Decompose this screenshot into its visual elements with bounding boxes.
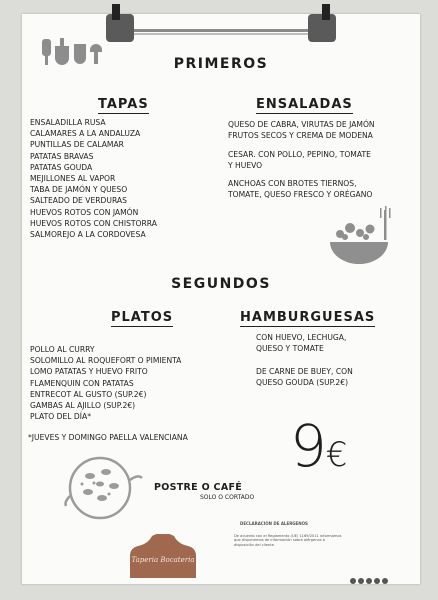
menu-sheet	[22, 14, 420, 584]
paella-pan-icon	[62, 450, 144, 528]
list-item: PUNTILLAS DE CALAMAR	[30, 140, 124, 150]
platos-heading	[111, 306, 173, 325]
list-item: SALTEADO DE VERDURAS	[30, 196, 127, 206]
platos-list	[30, 344, 181, 422]
list-item: GAMBAS AL AJILLO (SUP.2€)	[30, 401, 136, 411]
list-item: SOLOMILLO AL ROQUEFORT O PIMIENTA	[30, 356, 182, 366]
list-item: LOMO PATATAS Y HUEVO FRITO	[30, 367, 148, 377]
ensaladas-title: ENSALADAS	[256, 97, 353, 112]
hamburguesas-list	[256, 332, 353, 388]
ensaladas-heading	[256, 93, 353, 112]
list-item: FLAMENQUIN CON PATATAS	[30, 378, 134, 388]
platos-title: PLATOS	[111, 310, 174, 325]
primeros-title: PRIMEROS	[173, 56, 269, 72]
ensaladas-list	[228, 119, 375, 201]
list-item: QUESO DE CABRA, VIRUTAS DE JAMÓN	[228, 120, 375, 129]
list-item: Y HUEVO	[228, 160, 263, 170]
hamburguesas-heading	[240, 306, 375, 325]
list-item: HUEVOS ROTOS CON CHISTORRA	[30, 218, 157, 228]
dessert-label: POSTRE O CAFÉ	[154, 482, 243, 493]
list-item: HUEVOS ROTOS CON JAMÓN	[30, 207, 139, 217]
hamburguesas-title: HAMBURGUESAS	[240, 310, 376, 325]
list-item: FRUTOS SECOS Y CREMA DE MODENA	[228, 131, 373, 141]
list-item: ENSALADILLA RUSA	[30, 118, 106, 127]
list-item: TOMATE, QUESO FRESCO Y ORÉGANO	[228, 190, 373, 200]
list-item: DE CARNE DE BUEY, CON	[256, 366, 353, 376]
dessert-sub: SOLO O CORTADO	[200, 494, 255, 501]
price-currency: €	[325, 435, 347, 475]
list-item: TABA DE JAMÓN Y QUESO	[30, 185, 128, 195]
list-item: PLATO DEL DÍA*	[30, 412, 91, 422]
menu-price	[290, 412, 347, 480]
paella-note-text: *JUEVES Y DOMINGO PAELLA VALENCIANA	[28, 433, 188, 442]
list-item: ANCHOAS CON BROTES TIERNOS,	[228, 179, 357, 189]
list-item: PATATAS GOUDA	[30, 162, 93, 172]
paella-note	[28, 432, 188, 443]
list-item: QUESO GOUDA (SUP.2€)	[256, 377, 349, 387]
logo-text: Taperia Bocateria	[131, 556, 195, 564]
list-item: POLLO AL CURRY	[30, 345, 95, 354]
list-item: QUESO Y TOMATE	[256, 344, 324, 354]
list-item: PATATAS BRAVAS	[30, 151, 94, 161]
salad-bowl-icon	[326, 206, 398, 272]
allergens-title: DECLARACION DE ALERGENOS	[240, 521, 308, 526]
list-item: SALMOREJO A LA CORDOVESA	[30, 230, 146, 240]
allergens-text: De acuerdo con el Reglamento (UE) 1169/2011 informamos que disponemos de información sobre alérgenos a disposición del cliente.	[234, 534, 342, 547]
segundos-title: SEGUNDOS	[171, 276, 271, 292]
tapas-title: TAPAS	[98, 97, 149, 112]
taperia-logo	[124, 534, 202, 578]
list-item: CON HUEVO, LECHUGA,	[256, 333, 347, 342]
tapas-list	[30, 117, 157, 240]
tapas-heading	[98, 93, 149, 112]
price-amount: 9	[290, 412, 326, 480]
list-item: ENTRECOT AL GUSTO (SUP.2€)	[30, 389, 147, 399]
list-item: MEJILLONES AL VAPOR	[30, 174, 116, 184]
allergen-icons	[350, 570, 390, 589]
list-item: CESAR. CON POLLO, PEPINO, TOMATE	[228, 149, 371, 159]
clipboard-clip	[104, 0, 338, 46]
list-item: CALAMARES A LA ANDALUZA	[30, 129, 141, 139]
